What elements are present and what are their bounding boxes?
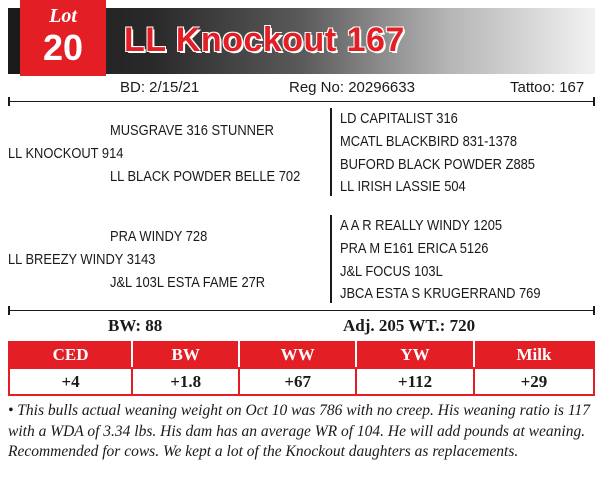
epd-header-yw: YW xyxy=(356,342,474,368)
sire-sire-dam: MCATL BLACKBIRD 831-1378 xyxy=(340,133,518,150)
sire-dam-dam: LL IRISH LASSIE 504 xyxy=(340,178,466,195)
epd-value-milk: +29 xyxy=(474,368,594,395)
epd-header-ww: WW xyxy=(239,342,356,368)
dam-sire: PRA WINDY 728 xyxy=(110,228,208,245)
divider-bottom xyxy=(8,310,595,311)
dam-dam-dam: JBCA ESTA S KRUGERRAND 769 xyxy=(340,285,541,302)
pedigree-divider-sire xyxy=(330,108,332,196)
sire-sire: MUSGRAVE 316 STUNNER xyxy=(110,122,274,139)
lot-label: Lot xyxy=(49,5,77,27)
epd-table xyxy=(8,341,595,396)
info-row xyxy=(8,76,595,102)
birth-date: BD: 2/15/21 xyxy=(120,79,200,96)
epd-header-bw: BW xyxy=(132,342,239,368)
epd-header-row xyxy=(9,342,594,368)
dam-sire-dam: PRA M E161 ERICA 5126 xyxy=(340,240,489,257)
lot-number: 20 xyxy=(42,27,84,68)
page-title: LL Knockout 167 xyxy=(124,21,405,59)
sire-dam-sire: BUFORD BLACK POWDER Z885 xyxy=(340,156,535,173)
registration-number: Reg No: 20296633 xyxy=(289,79,415,96)
epd-value-row xyxy=(9,368,594,395)
divider-top xyxy=(8,101,595,102)
epd-value-yw: +112 xyxy=(356,368,474,395)
epd-header-milk: Milk xyxy=(474,342,594,368)
birth-weight: BW: 88 xyxy=(108,316,163,335)
dam-dam-sire: J&L FOCUS 103L xyxy=(340,263,443,280)
dam: LL BREEZY WINDY 3143 xyxy=(8,251,156,268)
lot-badge xyxy=(20,0,106,76)
epd-header-ced: CED xyxy=(9,342,132,368)
dam-sire-sire: A A R REALLY WINDY 1205 xyxy=(340,217,503,234)
dam-dam: J&L 103L ESTA FAME 27R xyxy=(110,274,266,291)
pedigree-divider-dam xyxy=(330,215,332,303)
epd-value-ww: +67 xyxy=(239,368,356,395)
sire-dam: LL BLACK POWDER BELLE 702 xyxy=(110,168,301,185)
sire-sire-sire: LD CAPITALIST 316 xyxy=(340,110,458,127)
adjusted-205-weight: Adj. 205 WT.: 720 xyxy=(343,316,476,335)
lot-note: • This bulls actual weaning weight on Oct 10 was 786 with no creep. His weaning ratio is 117 with a WDA of 3.34 lbs. His dam has an average WR of 104. He will add pounds at weaning. Recommended for cows. We kept a lot of the Knockout daughters as replacements. xyxy=(8,402,590,460)
epd-value-ced: +4 xyxy=(9,368,132,395)
tattoo: Tattoo: 167 xyxy=(510,79,585,96)
sire: LL KNOCKOUT 914 xyxy=(8,145,124,162)
epd-value-bw: +1.8 xyxy=(132,368,239,395)
